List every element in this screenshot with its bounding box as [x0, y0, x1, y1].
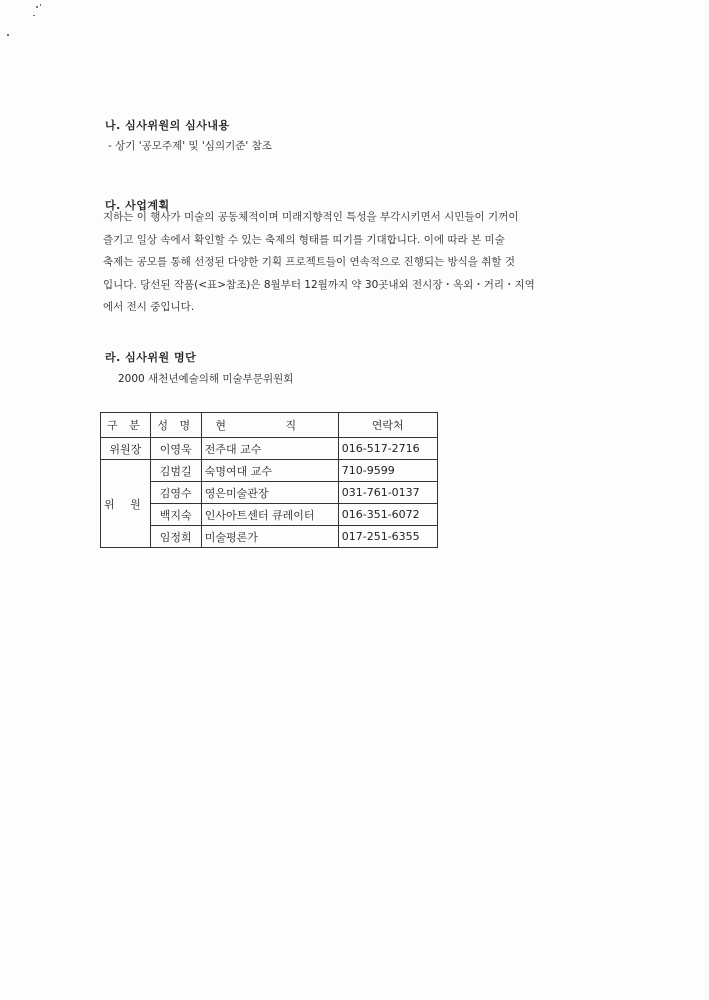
header-position: 현 직 — [201, 413, 338, 438]
paragraph-line: 즐기고 일상 속에서 확인할 수 있는 축제의 형태를 띠기를 기대합니다. 이에 따라 본 미술 — [103, 233, 505, 246]
cell-name: 임정희 — [150, 526, 201, 548]
cell-contact: 017-251-6355 — [338, 526, 437, 548]
cell-name: 이영욱 — [150, 438, 201, 460]
table-row — [101, 504, 438, 526]
table-header-row — [101, 413, 438, 438]
cell-contact: 016-351-6072 — [338, 504, 437, 526]
section-heading-business-plan: 다. 사업계획 — [105, 199, 170, 212]
review-content-note: - 상기 '공모주제' 및 '심의기준' 참조 — [108, 140, 272, 152]
cell-contact: 710-9599 — [338, 460, 437, 482]
paragraph-line: 축제는 공모를 통해 선정된 다양한 기획 프로젝트들이 연속적으로 진행되는 방식을 취할 것 — [103, 256, 516, 268]
cell-name: 백지숙 — [150, 504, 201, 526]
cell-category: 위 원 — [101, 460, 151, 548]
cell-position: 영은미술관장 — [201, 482, 338, 504]
section-heading-committee-list: 라. 심사위원 명단 — [105, 351, 197, 364]
cell-position: 미술평론가 — [201, 526, 338, 548]
scan-speck — [36, 6, 38, 8]
scan-speck — [7, 34, 9, 36]
scan-speck — [40, 4, 41, 6]
table-row — [101, 438, 438, 460]
section-heading-review-content: 나. 심사위원의 심사내용 — [105, 119, 230, 132]
cell-position: 인사아트센터 큐레이터 — [201, 504, 338, 526]
scan-speck — [33, 15, 35, 16]
cell-name: 김범길 — [150, 460, 201, 482]
paragraph-line: 지하는 이 행사가 미술의 공동체적이며 미래지향적인 특성을 부각시키면서 시민들이 기꺼이 — [103, 211, 519, 223]
paragraph-line: 에서 전시 중입니다. — [103, 301, 195, 313]
cell-position: 숙명여대 교수 — [201, 460, 338, 482]
cell-name: 김영수 — [150, 482, 201, 504]
committee-subtitle: 2000 새천년예술의해 미술부문위원회 — [118, 373, 294, 385]
table-row — [101, 482, 438, 504]
cell-position: 전주대 교수 — [201, 438, 338, 460]
header-name: 성 명 — [150, 413, 201, 438]
cell-contact: 031-761-0137 — [338, 482, 437, 504]
table-row — [101, 460, 438, 482]
cell-contact: 016-517-2716 — [338, 438, 437, 460]
header-contact: 연락처 — [338, 413, 437, 438]
header-category: 구 분 — [101, 413, 151, 438]
paragraph-line: 입니다. 당선된 작품(<표>참조)은 8월부터 12월까지 약 30곳내외 전시장・옥외・거리・지역 — [103, 278, 535, 291]
cell-category: 위원장 — [101, 438, 151, 460]
committee-table — [100, 412, 438, 548]
business-plan-paragraph — [103, 206, 623, 319]
table-row — [101, 526, 438, 548]
